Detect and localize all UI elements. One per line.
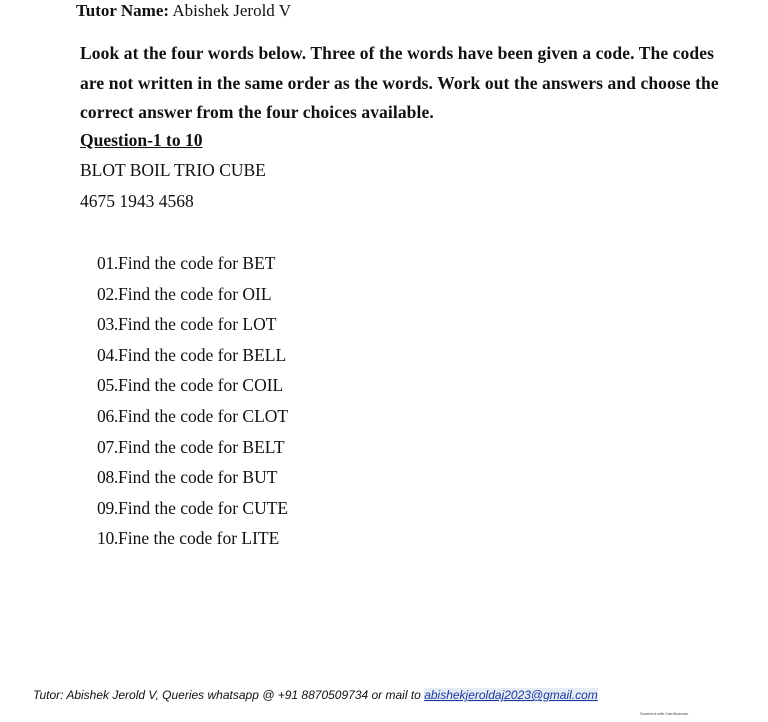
instructions-paragraph: Look at the four words below. Three of the words have been given a code. The codes are not written in the same order as the words. Work out the answers and choose the correct answer from the four choices available. (80, 43, 719, 122)
question-item (97, 312, 288, 343)
question-item (97, 404, 288, 435)
question-number: 10. (97, 528, 118, 549)
tutor-name-label: Tutor Name: (76, 1, 170, 20)
question-number: 03. (97, 314, 118, 335)
question-item (97, 373, 288, 404)
question-text: Find the code for BELL (117, 344, 287, 365)
question-item (97, 343, 288, 374)
question-number: 02. (97, 283, 118, 304)
question-number: 07. (97, 436, 118, 457)
question-number: 01. (97, 253, 118, 273)
footer-email-link[interactable]: abishekjeroldaj2023@gmail.com (424, 688, 598, 702)
question-text: Find the code for BET (117, 253, 276, 273)
question-text: Fine the code for LITE (117, 528, 280, 549)
question-text: Find the code for CUTE (117, 497, 289, 518)
question-number: 08. (97, 467, 118, 488)
question-text: Find the code for LOT (117, 314, 277, 335)
question-item (97, 282, 288, 313)
question-text: Find the code for CLOT (117, 405, 289, 426)
question-item (97, 465, 288, 496)
scanner-watermark: Scanned with CamScanner (640, 711, 689, 716)
question-text: Find the code for BELT (117, 436, 285, 457)
question-number: 05. (97, 375, 118, 396)
codes-line: 4675 1943 4568 (80, 191, 194, 211)
question-item (97, 526, 288, 557)
question-text: Find the code for BUT (117, 467, 278, 488)
footer-text: Tutor: Abishek Jerold V, Queries whatsapp @ +91 8870509734 or mail to (33, 688, 425, 702)
question-item (97, 251, 288, 282)
question-item (97, 496, 288, 527)
section-heading: Question-1 to 10 (80, 130, 203, 150)
question-number: 09. (97, 497, 118, 518)
question-number: 06. (97, 405, 118, 426)
tutor-name-value: Abishek Jerold V (172, 1, 292, 20)
question-text: Find the code for COIL (117, 375, 284, 396)
question-list (97, 251, 288, 557)
question-item (97, 435, 288, 466)
question-number: 04. (97, 344, 118, 365)
question-text: Find the code for OIL (117, 283, 272, 304)
tutor-name-header (76, 1, 291, 21)
words-line: BLOT BOIL TRIO CUBE (80, 160, 266, 180)
footer-contact (33, 687, 598, 703)
